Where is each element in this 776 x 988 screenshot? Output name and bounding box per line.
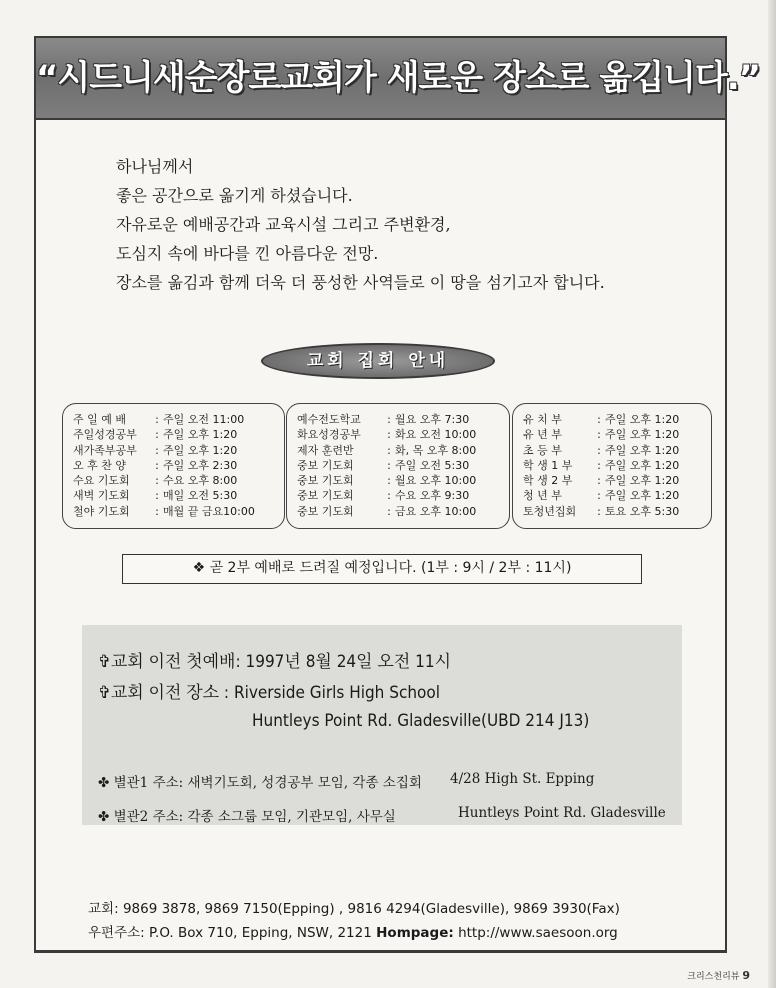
schedule-name: 새가족부공부	[73, 443, 137, 457]
schedule-name: 학 생 2 부	[523, 474, 573, 488]
schedule-time: 수요 오후 8:00	[163, 474, 238, 488]
schedule-box-education	[512, 403, 712, 529]
schedule-row: 주 일 예 배 : 주일 오전 11:00	[73, 413, 245, 426]
schedule-time: 주일 오후 1:20	[605, 489, 680, 503]
schedule-name: 중보 기도회	[297, 474, 354, 488]
schedule-time: 매일 오전 5:30	[163, 489, 238, 503]
schedule-row: 화요성경공부 : 화요 오전 10:00	[297, 428, 477, 442]
schedule-name: 새벽 기도회	[73, 489, 130, 503]
schedule-row: 학 생 2 부 : 주일 오후 1:20	[523, 474, 680, 488]
schedule-name: 중보 기도회	[297, 504, 354, 518]
location-label: ✞교회 이전 장소 :	[98, 683, 230, 703]
schedule-row: 중보 기도회 : 월요 오후 10:00	[297, 474, 477, 488]
schedule-row: 예수전도학교 : 월요 오후 7:30	[297, 413, 470, 426]
annex2-label: ✤ 별관2 주소:	[98, 809, 184, 825]
schedule-row: 철야 기도회 : 매월 끝 금요10:00	[73, 504, 255, 518]
intro-line: 장소를 옮김과 함께 더욱 더 풍성한 사역들로 이 땅을 섬기고자 합니다.	[116, 273, 605, 292]
post-value: P.O. Box 710, Epping, NSW, 2121	[149, 925, 372, 941]
homepage-label: Hompage:	[376, 925, 454, 941]
annex2-line	[98, 805, 666, 825]
schedule-time: 주일 오후 1:20	[605, 474, 680, 488]
page-number: 9	[742, 969, 750, 982]
relocation-info	[82, 625, 682, 825]
schedule-row: 학 생 1 부 : 주일 오후 1:20	[523, 458, 680, 472]
schedule-time: 주일 오전 11:00	[163, 413, 245, 426]
notice-box: ❖ 곧 2부 예배로 드려질 예정입니다. (1부 : 9시 / 2부 : 11시)	[122, 554, 642, 584]
phone-value: 9869 3878, 9869 7150(Epping) , 9816 4294(Gladesville), 9869 3930(Fax)	[122, 901, 620, 917]
schedule-row: 중보 기도회 : 주일 오전 5:30	[297, 458, 470, 472]
intro-text	[116, 152, 716, 297]
annex1-line	[98, 771, 595, 791]
intro-line: 도심지 속에 바다를 낀 아름다운 전망.	[116, 244, 379, 263]
schedule-name: 예수전도학교	[297, 413, 361, 426]
schedule-name: 주 일 예 배	[73, 413, 126, 426]
location-value-1: Riverside Girls High School	[233, 683, 441, 703]
intro-line: 자유로운 예배공간과 교육시설 그리고 주변환경,	[116, 215, 451, 234]
schedule-row: 청 년 부 : 주일 오후 1:20	[523, 489, 680, 503]
schedule-name: 수요 기도회	[73, 474, 130, 488]
schedule-name: 청 년 부	[523, 489, 562, 503]
schedule-name: 학 생 1 부	[523, 458, 573, 472]
address-line	[88, 921, 618, 941]
page-footer	[687, 969, 750, 982]
schedule-row: 중보 기도회 : 수요 오후 9:30	[297, 489, 470, 503]
schedule-name: 중보 기도회	[297, 489, 354, 503]
schedule-name: 주일성경공부	[73, 428, 137, 442]
schedule-row: 유 년 부 : 주일 오후 1:20	[523, 428, 680, 442]
schedule-name: 철야 기도회	[73, 504, 130, 518]
schedule-name: 중보 기도회	[297, 458, 354, 472]
annex1-label: ✤ 별관1 주소:	[98, 775, 184, 791]
first-service-line	[98, 647, 451, 672]
schedule-row: 토청년집회 : 토요 오후 5:30	[523, 504, 680, 518]
schedule-time: 주일 오후 1:20	[605, 428, 680, 442]
schedule-time: 화, 목 오후 8:00	[395, 443, 477, 457]
schedule-time: 매월 끝 금요10:00	[163, 504, 255, 518]
schedule-row: 중보 기도회 : 금요 오후 10:00	[297, 504, 477, 518]
schedule-name: 화요성경공부	[297, 428, 361, 442]
annex1-place: 4/28 High St. Epping	[450, 771, 595, 787]
headline-title: “시드니새순장로교회가 새로운 장소로 옮깁니다.”	[36, 58, 760, 98]
schedule-row: 오 후 찬 양 : 주일 오후 2:30	[73, 458, 238, 472]
schedule-time: 주일 오후 1:20	[605, 443, 680, 457]
schedule-time: 토요 오후 5:30	[605, 504, 680, 518]
schedule-time: 주일 오후 1:20	[163, 428, 238, 442]
schedule-time: 주일 오전 5:30	[395, 458, 470, 472]
annex2-place: Huntleys Point Rd. Gladesville	[458, 805, 666, 821]
schedule-row: 제자 훈련반 : 화, 목 오후 8:00	[297, 443, 477, 457]
schedule-time: 수요 오후 9:30	[395, 489, 470, 503]
schedule-time: 화요 오전 10:00	[395, 428, 477, 442]
schedule-row: 초 등 부 : 주일 오후 1:20	[523, 443, 680, 457]
schedule-title: 교회 집회 안내	[261, 343, 495, 379]
homepage-link[interactable]: http://www.saesoon.org	[458, 925, 618, 941]
annex1-desc: 새벽기도회, 성경공부 모임, 각종 소집회	[187, 775, 422, 791]
schedule-row: 수요 기도회 : 수요 오후 8:00	[73, 474, 238, 488]
schedule-name: 토청년집회	[523, 504, 577, 518]
announcement-frame	[34, 36, 760, 953]
schedule-time: 월요 오후 10:00	[395, 474, 477, 488]
schedule-row: 주일성경공부 : 주일 오후 1:20	[73, 428, 238, 442]
schedule-row: 새벽 기도회 : 매일 오전 5:30	[73, 489, 238, 503]
schedule-box-worship	[62, 403, 285, 529]
post-label: 우편주소:	[88, 925, 145, 941]
schedule-name: 초 등 부	[523, 443, 562, 457]
first-service-label: ✞교회 이전 첫예배:	[98, 652, 241, 672]
phone-line	[88, 897, 620, 917]
location-line	[98, 678, 440, 703]
schedule-name: 유 치 부	[523, 413, 562, 426]
page-edge	[768, 0, 776, 988]
annex2-desc: 각종 소그룹 모임, 기관모임, 사무실	[187, 809, 396, 825]
intro-line: 좋은 공간으로 옮기게 하셨습니다.	[116, 186, 353, 205]
schedule-time: 주일 오후 1:20	[163, 443, 238, 457]
schedule-time: 주일 오후 2:30	[163, 458, 238, 472]
schedule-time: 월요 오후 7:30	[395, 413, 470, 426]
headline-banner	[36, 38, 760, 120]
schedule-time: 주일 오후 1:20	[605, 458, 680, 472]
schedule-name: 유 년 부	[523, 428, 562, 442]
location-value-2: Huntleys Point Rd. Gladesville(UBD 214 J13)	[252, 711, 590, 731]
magazine-name: 크리스천리뷰	[687, 972, 740, 982]
schedule-row: 새가족부공부 : 주일 오후 1:20	[73, 443, 238, 457]
schedule-row: 유 치 부 : 주일 오후 1:20	[523, 413, 680, 426]
schedule-box-training	[286, 403, 510, 529]
schedule-time: 금요 오후 10:00	[395, 504, 477, 518]
first-service-value: 1997년 8월 24일 오전 11시	[245, 652, 452, 672]
intro-line: 하나님께서	[116, 157, 194, 176]
phone-label: 교회:	[88, 901, 119, 917]
schedule-name: 제자 훈련반	[297, 443, 354, 457]
schedule-time: 주일 오후 1:20	[605, 413, 680, 426]
schedule-name: 오 후 찬 양	[73, 458, 126, 472]
